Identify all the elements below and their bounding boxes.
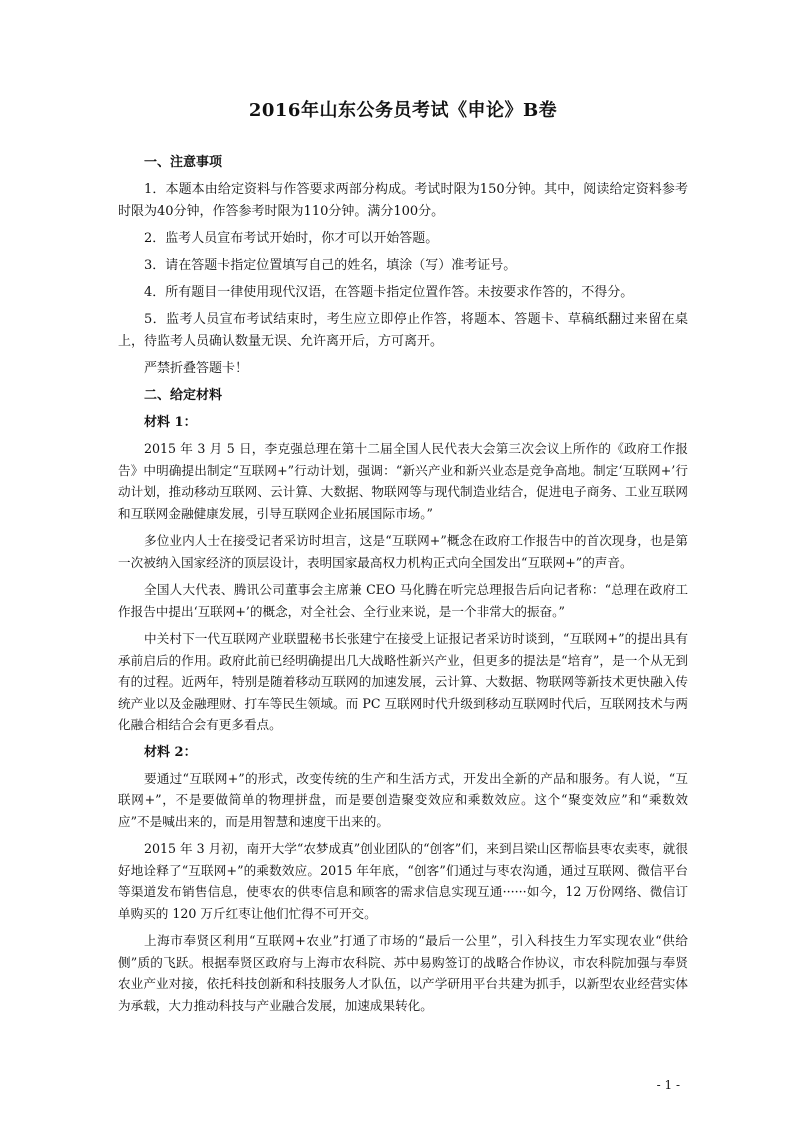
material-1-label: 材料 1： (144, 415, 197, 430)
material-1-paragraph: 2015 年 3 月 5 日，李克强总理在第十二届全国人民代表大会第三次会议上所作的《政府工作报告》中明确提出制定“互联网+”行动计划，强调：“新兴产业和新兴业态是竞争高地。制定‘互联网+’行动计划，推动移动互联网、云计算、大数据、物联网等与现代制造业结合，促进电子商务、工业互联网和互联网金融健康发展，引导互联网企业拓展国际市场。” (118, 441, 688, 521)
material-1-paragraph: 多位业内人士在接受记者采访时坦言，这是“互联网+”概念在政府工作报告中的首次现身，也是第一次被纳入国家经济的顶层设计，表明国家最高权力机构正式向全国发出“互联网+”的声音。 (118, 533, 688, 570)
material-2-label: 材料 2： (144, 744, 197, 760)
document-title: 2016年山东公务员考试《申论》B卷 (248, 100, 558, 121)
notice-item-2: 2．监考人员宣布考试开始时，你才可以开始答题。 (144, 231, 439, 246)
page-number: - 1 - (656, 1078, 680, 1092)
notice-item-5: 5．监考人员宣布考试结束时，考生应立即停止作答，将题本、答题卡、草稿纸翻过来留在桌上，待监考人员确认数量无误、允许离开后，方可离开。 (118, 312, 688, 349)
material-1-paragraph: 全国人大代表、腾讯公司董事会主席兼 CEO 马化腾在听完总理报告后向记者称：“总理在政府工作报告中提出‘互联网+’的概念，对全社会、全行业来说，是一个非常大的振奋。” (118, 582, 688, 619)
section-heading-notice: 一、注意事项 (144, 155, 223, 170)
notice-warning: 严禁折叠答题卡！ (144, 361, 249, 376)
notice-item-4: 4．所有题目一律使用现代汉语，在答题卡指定位置作答。未按要求作答的，不得分。 (144, 285, 634, 300)
material-2-paragraph: 上海市奉贤区利用“互联网+农业”打通了市场的“最后一公里”，引入科技生力军实现农业“供给侧”质的飞跃。根据奉贤区政府与上海市农科院、苏中易购签订的战略合作协议，市农科院加强与奉贤农业产业对接，依托科技创新和科技服务人才队伍，以产学研用平台共建为抓手，以新型农业经营实体为承载，大力推动科技与产业融合发展，加速成果转化。 (118, 933, 688, 1013)
notice-item-1: 1．本题本由给定资料与作答要求两部分构成。考试时限为150分钟。其中，阅读给定资料参考时限为40分钟，作答参考时限为110分钟。满分100分。 (118, 182, 688, 219)
section-heading-materials: 二、给定材料 (144, 388, 223, 403)
material-2-paragraph: 要通过“互联网+”的形式，改变传统的生产和生活方式，开发出全新的产品和服务。有人说，“互联网+”，不是要做简单的物理拼盘，而是要创造聚变效应和乘数效应。这个“聚变效应”和“乘数效应”不是喊出来的，而是用智慧和速度干出来的。 (118, 770, 688, 829)
notice-item-3: 3．请在答题卡指定位置填写自己的姓名，填涂（写）准考证号。 (144, 258, 517, 273)
material-2-paragraph: 2015 年 3 月初，南开大学“农梦成真”创业团队的“创客”们，来到吕梁山区帮临县枣农卖枣，就很好地诠释了“互联网+”的乘数效应。2015 年年底，“创客”们通过与枣农沟通，通过互联网、微信平台等渠道发布销售信息，使枣农的供枣信息和顾客的需求信息实现互通······如今，12 万份网络、微信订单购买的 120 万斤红枣让他们忙得不可开交。 (118, 841, 688, 921)
document-page (118, 96, 688, 1022)
material-1-paragraph: 中关村下一代互联网产业联盟秘书长张建宁在接受上证报记者采访时谈到，“互联网+”的提出具有承前启后的作用。政府此前已经明确提出几大战略性新兴产业，但更多的提法是“培育”，是一个从无到有的过程。近两年，特别是随着移动互联网的加速发展，云计算、大数据、物联网等新技术更快融入传统产业以及金融理财、打车等民生领域。而 PC 互联网时代升级到移动互联网时代后，互联网技术与两化融合相结合会有更多看点。 (118, 631, 688, 732)
